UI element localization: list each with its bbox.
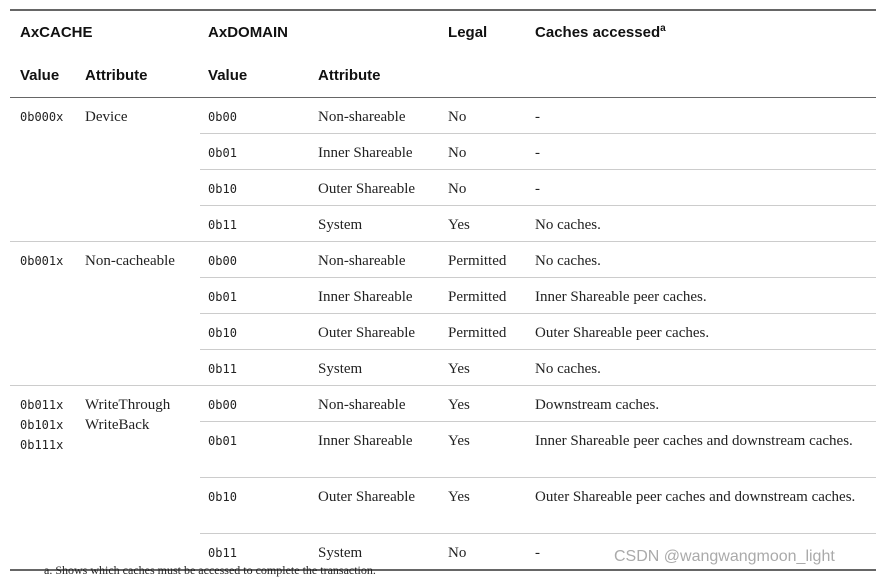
caches-accessed: - <box>527 170 876 206</box>
legal: Yes <box>440 478 527 534</box>
domain-attribute: Inner Shareable <box>310 134 440 170</box>
domain-attribute: Inner Shareable <box>310 422 440 478</box>
caches-accessed: Inner Shareable peer caches. <box>527 278 876 314</box>
legal: No <box>440 170 527 206</box>
domain-value: 0b01 <box>200 134 310 170</box>
legal: Permitted <box>440 278 527 314</box>
table-row <box>10 98 876 134</box>
table-row <box>10 386 876 422</box>
domain-value: 0b00 <box>200 98 310 134</box>
cache-attribute: Device <box>85 109 128 125</box>
cache-attribute-cell <box>80 386 200 571</box>
caches-accessed: Downstream caches. <box>527 386 876 422</box>
header-axdomain: AxDOMAIN <box>208 23 289 41</box>
domain-value: 0b10 <box>200 478 310 534</box>
header-cache-value: Value <box>10 53 80 98</box>
domain-value: 0b01 <box>200 422 310 478</box>
legal: No <box>440 134 527 170</box>
caches-accessed: No caches. <box>527 242 876 278</box>
caches-accessed: Inner Shareable peer caches and downstream caches. <box>527 422 876 478</box>
cache-value: 0b011x <box>20 398 64 412</box>
cache-attribute-cell <box>80 98 200 242</box>
cache-domain-table <box>10 9 876 571</box>
domain-attribute: Outer Shareable <box>310 478 440 534</box>
legal: Yes <box>440 206 527 242</box>
caches-accessed: - <box>535 545 541 561</box>
header-cache-attribute: Attribute <box>80 53 200 98</box>
legal: Yes <box>440 350 527 386</box>
domain-value: 0b11 <box>208 546 237 560</box>
legal: No <box>440 98 527 134</box>
header-axcache: AxCACHE <box>20 23 93 41</box>
domain-value: 0b11 <box>200 350 310 386</box>
footnote-ref: a <box>660 23 666 34</box>
domain-attribute: Non-shareable <box>310 386 440 422</box>
watermark: CSDN @wangwangmoon_light <box>614 548 835 565</box>
legal: Yes <box>440 386 527 422</box>
caches-accessed: No caches. <box>527 206 876 242</box>
domain-attribute: Outer Shareable <box>310 314 440 350</box>
legal: Permitted <box>440 314 527 350</box>
domain-attribute: System <box>310 350 440 386</box>
cache-value-cell <box>10 242 80 386</box>
domain-value: 0b01 <box>200 278 310 314</box>
legal: No <box>448 545 467 561</box>
domain-attribute: System <box>310 206 440 242</box>
domain-value: 0b11 <box>200 206 310 242</box>
domain-attribute: Non-shareable <box>310 242 440 278</box>
caches-accessed: - <box>527 98 876 134</box>
cache-attribute-cell <box>80 242 200 386</box>
legal: Permitted <box>440 242 527 278</box>
cache-value: 0b001x <box>20 254 64 268</box>
cache-attribute: Non-cacheable <box>85 253 175 269</box>
domain-attribute: System <box>318 545 363 561</box>
cache-value-cell <box>10 386 80 571</box>
domain-value: 0b00 <box>200 242 310 278</box>
cache-attribute: WriteThrough <box>85 397 171 413</box>
header-legal: Legal <box>448 23 488 41</box>
domain-attribute: Inner Shareable <box>310 278 440 314</box>
domain-attribute: Outer Shareable <box>310 170 440 206</box>
cache-value-cell <box>10 98 80 242</box>
domain-value: 0b10 <box>200 314 310 350</box>
header-domain-attribute: Attribute <box>310 53 440 98</box>
domain-value: 0b10 <box>200 170 310 206</box>
cache-value: 0b111x <box>20 438 64 452</box>
table-row <box>10 242 876 278</box>
caches-accessed: No caches. <box>527 350 876 386</box>
caches-accessed: Outer Shareable peer caches. <box>527 314 876 350</box>
header-caches-accessed <box>527 10 876 53</box>
header-caches-label: Caches accessed <box>535 24 661 41</box>
cache-value: 0b101x <box>20 418 64 432</box>
header-domain-value: Value <box>200 53 310 98</box>
legal: Yes <box>440 422 527 478</box>
cache-attribute-2: WriteBack <box>85 417 150 433</box>
footnote: a. Shows which caches must be accessed to complete the transaction. <box>44 563 376 577</box>
caches-accessed: Outer Shareable peer caches and downstream caches. <box>527 478 876 534</box>
domain-value: 0b00 <box>200 386 310 422</box>
cache-value: 0b000x <box>20 110 64 124</box>
domain-attribute: Non-shareable <box>310 98 440 134</box>
caches-accessed: - <box>527 134 876 170</box>
